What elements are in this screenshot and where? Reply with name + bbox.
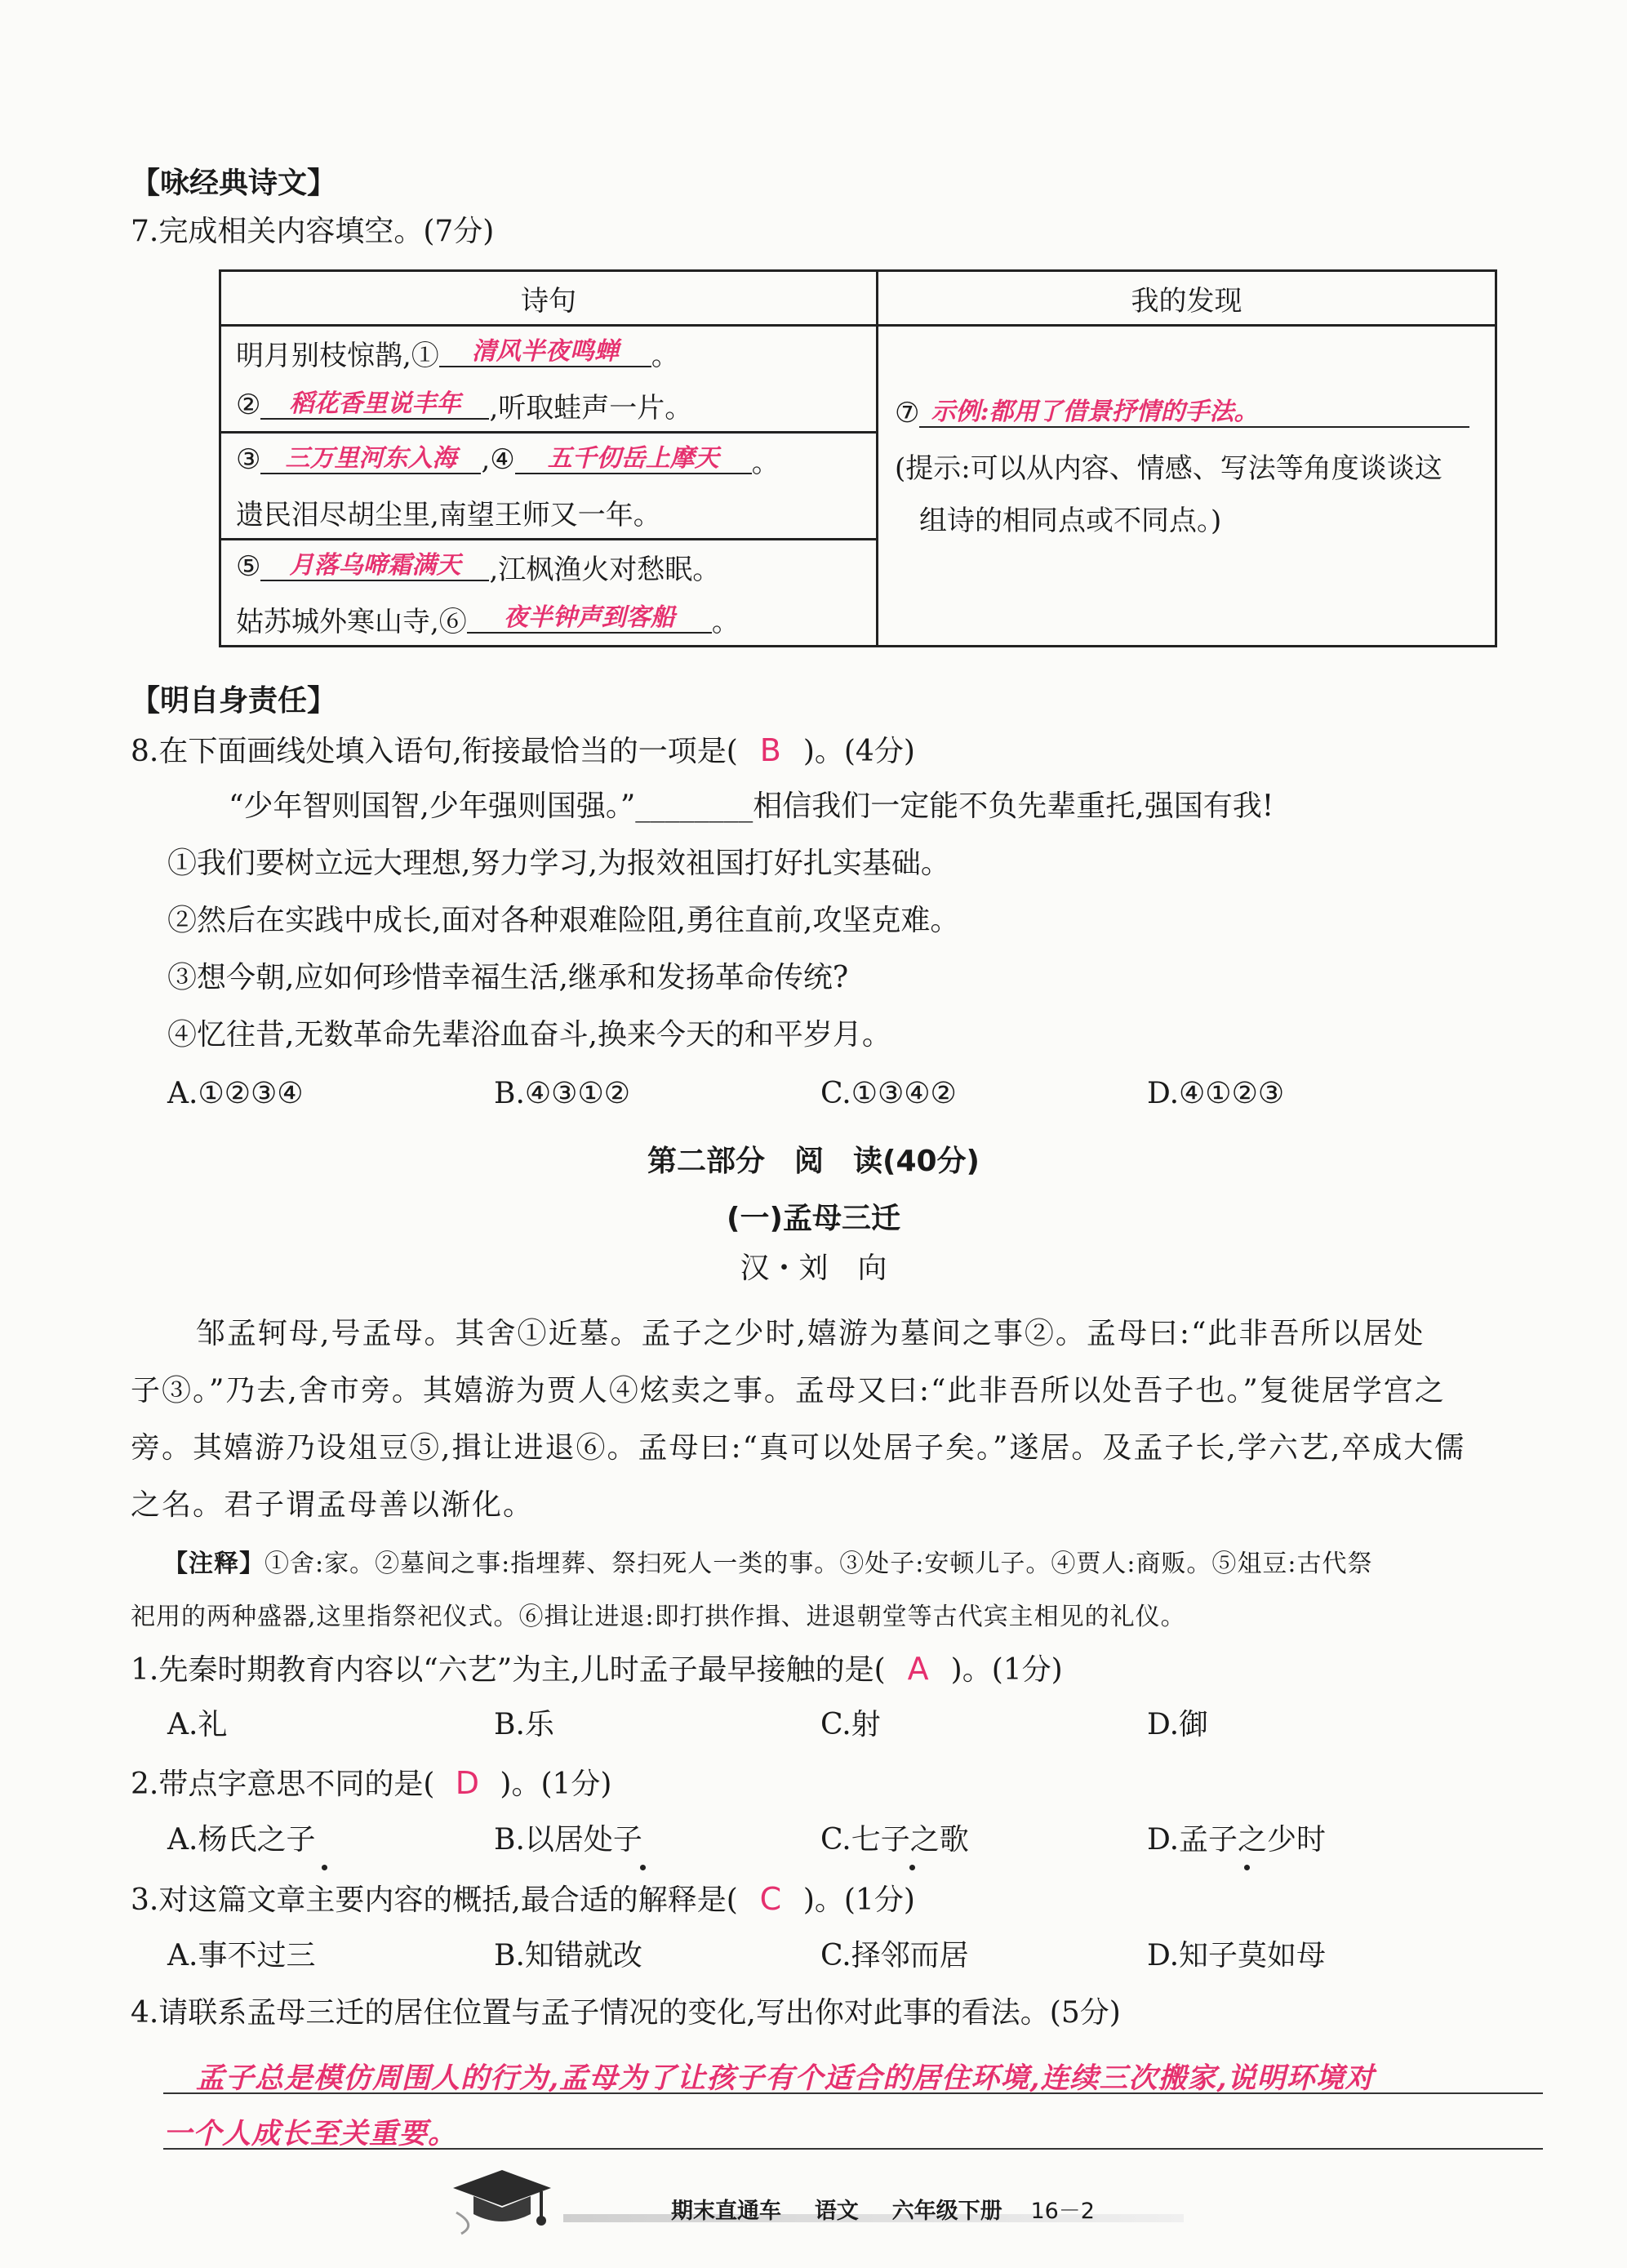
emphasis-dot [909, 1865, 915, 1870]
emphasis-dot [1244, 1865, 1250, 1870]
answer-blank-6: 夜半钟声到客船 [467, 604, 712, 634]
answer-blank-2: 稻花香里说丰年 [260, 390, 489, 420]
question-8-stem: 8.在下面画线处填入语句,衔接最恰当的一项是( B )。(4分) [131, 732, 915, 768]
poem-group-3: ⑤ 月落乌啼霜满天 ,江枫渔火对愁眠。 姑苏城外寒山寺,⑥ 夜半钟声到客船 。 [220, 540, 878, 647]
r2-option-c: C.七子之歌 [820, 1823, 969, 1857]
option-b: B.④③①② [494, 1077, 630, 1110]
footer-subject: 语文 [814, 2199, 859, 2224]
reading-author: 汉・刘 向 [740, 1252, 887, 1285]
poem-group-2: ③ 三万里河东入海 ,④ 五千仞岳上摩天 。 遗民泪尽胡尘里,南望王师又一年。 [220, 433, 878, 540]
footer-info [671, 2193, 1095, 2225]
section-heading-responsibility: 【明自身责任】 [131, 684, 337, 718]
answer-q8: B [759, 732, 781, 768]
answer-blank-5: 月落乌啼霜满天 [260, 552, 489, 582]
r3-option-d: D.知子莫如母 [1147, 1939, 1327, 1972]
r3-option-b: B.知错就改 [494, 1939, 642, 1972]
footer-book: 期末直通车 [671, 2199, 781, 2224]
sentence-4: ④忆往昔,无数革命先辈浴血奋斗,换来今天的和平岁月。 [167, 1018, 891, 1052]
answer-blank-7: 示例:都用了借景抒情的手法。 [919, 398, 1469, 429]
option-a: A.①②③④ [167, 1077, 304, 1110]
reading-title: (一)孟母三迁 [727, 1202, 900, 1235]
footer-page: 16－2 [1030, 2199, 1095, 2224]
footer-grade: 六年级下册 [891, 2199, 1002, 2224]
r2-option-b: B.以居处子 [494, 1823, 642, 1857]
r1-option-d: D.御 [1147, 1708, 1209, 1741]
option-c: C.①③④② [820, 1077, 957, 1110]
r2-option-d: D.孟子之少时 [1147, 1823, 1327, 1857]
reading-q4-stem: 4.请联系孟母三迁的居住位置与孟子情况的变化,写出你对此事的看法。(5分) [131, 1996, 1121, 2030]
poem-table [219, 269, 1497, 647]
sentence-1: ①我们要树立远大理想,努力学习,为报效祖国打好扎实基础。 [167, 847, 950, 880]
answer-blank-4: 五千仞岳上摩天 [515, 445, 752, 475]
answer-r4-line-2: 一个人成长至关重要。 [163, 2117, 458, 2150]
r1-option-c: C.射 [820, 1708, 881, 1741]
hint-line-2: 组诗的相同点或不同点。) [919, 504, 1222, 537]
finding-col-header: 我的发现 [878, 271, 1496, 326]
r1-option-b: B.乐 [494, 1708, 554, 1741]
r2-option-a: A.杨氏之子 [167, 1823, 316, 1857]
answer-r4-line-1: 孟子总是模仿周围人的行为,孟母为了让孩子有个适合的居住环境,连续三次搬家,说明环境对 [196, 2061, 1375, 2095]
reading-q2-stem: 2.带点字意思不同的是( D )。(1分) [131, 1765, 612, 1801]
answer-rule [163, 2092, 1543, 2094]
passage-line-1: 邹孟轲母,号孟母。其舍①近墓。孟子之少时,嬉游为墓间之事②。孟母曰:“此非吾所以居处 [196, 1317, 1425, 1350]
sentence-2: ②然后在实践中成长,面对各种艰难险阻,勇往直前,攻坚克难。 [167, 904, 960, 937]
answer-r1: A [907, 1651, 929, 1687]
annotation-line-2: 祀用的两种盛器,这里指祭祀仪式。⑥揖让进退:即打拱作揖、进退朝堂等古代宾主相见的礼仪。 [131, 1603, 1186, 1631]
r3-option-c: C.择邻而居 [820, 1939, 969, 1972]
answer-blank-1: 清风半夜鸣蝉 [439, 338, 651, 368]
option-d: D.④①②③ [1147, 1077, 1285, 1110]
answer-rule [163, 2148, 1543, 2150]
finding-cell: ⑦ 示例:都用了借景抒情的手法。 (提示:可以从内容、情感、写法等角度谈谈这 组诗的相同点或不同点。) [878, 326, 1496, 647]
question-8-quote: “少年智则国智,少年强则国强。”________相信我们一定能不负先辈重托,强国有我! [229, 789, 1274, 823]
passage-line-3: 旁。其嬉游乃设俎豆⑤,揖让进退⑥。孟母曰:“真可以处居子矣。”遂居。及孟子长,学六艺,卒成大儒 [131, 1431, 1466, 1465]
reading-q3-stem: 3.对这篇文章主要内容的概括,最合适的解释是( C )。(1分) [131, 1881, 915, 1917]
answer-blank-3: 三万里河东入海 [260, 445, 481, 475]
answer-r2: D [455, 1765, 480, 1801]
r3-option-a: A.事不过三 [167, 1939, 316, 1972]
passage-line-2: 子③。”乃去,舍市旁。其嬉游为贾人④炫卖之事。孟母又曰:“此非吾所以处吾子也。”复徙居学宫之 [131, 1374, 1446, 1407]
section-heading-classics: 【咏经典诗文】 [131, 167, 337, 200]
answer-r3: C [759, 1881, 782, 1917]
graduation-cap-icon [445, 2163, 559, 2237]
poem-col-header: 诗句 [220, 271, 878, 326]
part-2-heading: 第二部分 阅 读(40分) [647, 1145, 980, 1178]
hint-line-1: (提示:可以从内容、情感、写法等角度谈谈这 [895, 451, 1443, 485]
sentence-3: ③想今朝,应如何珍惜幸福生活,继承和发扬革命传统? [167, 961, 849, 994]
emphasis-dot [322, 1865, 327, 1870]
question-7-stem: 7.完成相关内容填空。(7分) [131, 215, 495, 248]
passage-line-4: 之名。君子谓孟母善以渐化。 [131, 1488, 535, 1522]
r1-option-a: A.礼 [167, 1708, 228, 1741]
poem-group-1: 明月别枝惊鹊,① 清风半夜鸣蝉 。 ② 稻花香里说丰年 ,听取蛙声一片。 [220, 326, 878, 433]
reading-q1-stem: 1.先秦时期教育内容以“六艺”为主,儿时孟子最早接触的是( A )。(1分) [131, 1651, 1063, 1687]
emphasis-dot [640, 1865, 646, 1870]
poem-line: 遗民泪尽胡尘里,南望王师又一年。 [236, 498, 661, 531]
annotation-line-1: 【注释】①舍:家。②墓间之事:指埋葬、祭扫死人一类的事。③处子:安顿儿子。④贾人:商贩。⑤俎豆:古代祭 [163, 1550, 1373, 1578]
